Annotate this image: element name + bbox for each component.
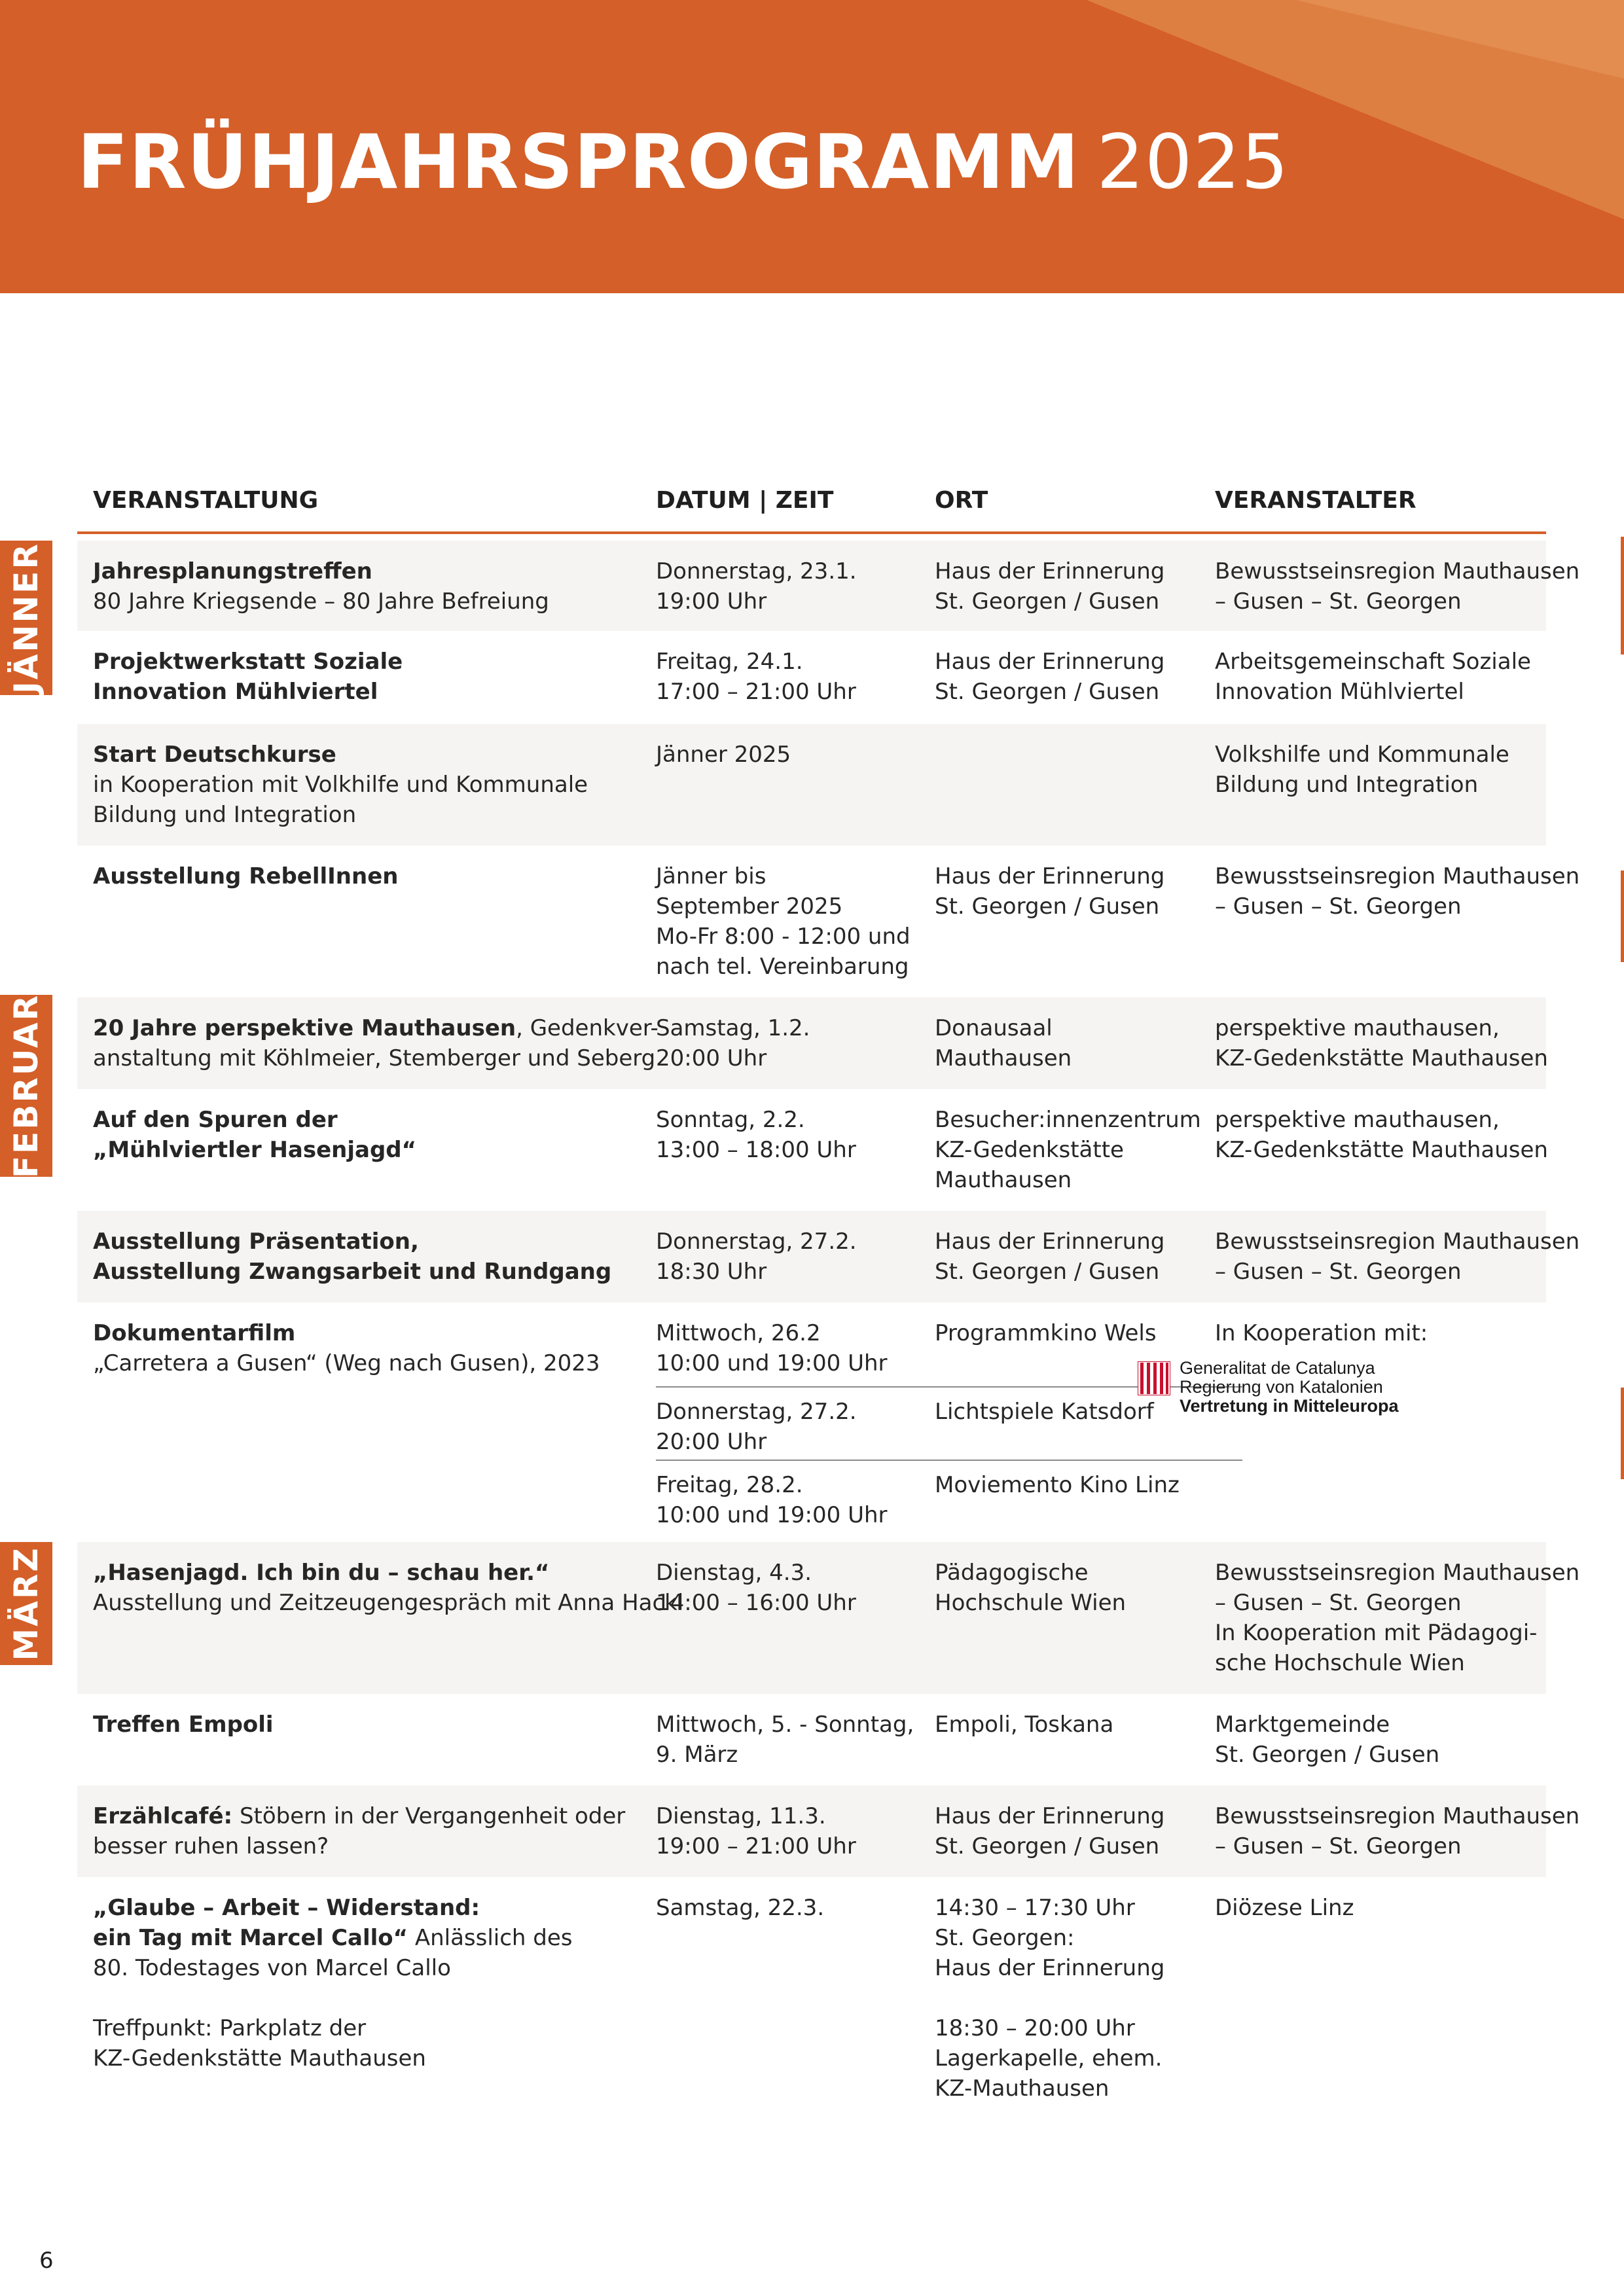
organizer-line: – Gusen – St. Georgen xyxy=(1215,1590,1462,1616)
event-title: „Hasenjagd. Ich bin du – schau her.“ xyxy=(93,1560,550,1586)
event-description: Ausstellung und Zeitzeugengespräch mit Anna Hackl xyxy=(93,1590,684,1616)
event-title: Jahresplanungstreffen xyxy=(93,558,372,584)
month-tab-maerz xyxy=(0,1542,52,1665)
place-cell xyxy=(935,861,1164,922)
table-row xyxy=(77,846,1580,997)
event-description: Bildung und Integration xyxy=(93,802,357,828)
place-line: St. Georgen / Gusen xyxy=(935,588,1160,615)
month-tab-jaenner xyxy=(0,541,52,695)
date-cell xyxy=(656,556,857,617)
event-title: „Glaube – Arbeit – Widerstand: xyxy=(93,1895,480,1921)
event-description: anstaltung mit Köhlmeier, Stemberger und Seberg xyxy=(93,1045,656,1071)
table-row xyxy=(77,1785,1580,1877)
date-line: Samstag, 1.2. xyxy=(656,1015,810,1041)
time-line: 10:00 und 19:00 Uhr xyxy=(656,1502,888,1528)
place-line: KZ-Gedenkstätte xyxy=(935,1137,1124,1163)
place-cell xyxy=(935,556,1164,617)
event-description: Stöbern in der Vergangenheit oder xyxy=(232,1803,626,1829)
place-cell xyxy=(935,1105,1201,1195)
date-line: Jänner 2025 xyxy=(656,742,791,768)
event-cell xyxy=(93,1013,659,1073)
place-line: Empoli, Toskana xyxy=(935,1712,1114,1738)
organizer-line: perspektive mauthausen, xyxy=(1215,1107,1500,1133)
organizer-line: Bildung und Integration xyxy=(1215,772,1479,798)
organizer-line: Innovation Mühlviertel xyxy=(1215,679,1464,705)
organizer-line: Bewusstseinsregion Mauthausen xyxy=(1215,863,1580,889)
organizer-cell xyxy=(1215,556,1579,617)
event-title: 20 Jahre perspektive Mauthausen xyxy=(93,1015,516,1041)
date-line: Mittwoch, 26.2 xyxy=(656,1320,821,1346)
organizer-cell xyxy=(1215,1013,1548,1073)
column-header-organizer: VERANSTALTER xyxy=(1215,487,1416,514)
event-description: Anlässlich des xyxy=(408,1925,573,1951)
place-line: Haus der Erinnerung xyxy=(935,1803,1165,1829)
event-title: ein Tag mit Marcel Callo“ xyxy=(93,1925,408,1951)
organizer-line: sche Hochschule Wien xyxy=(1215,1650,1465,1676)
month-label: JÄNNER xyxy=(7,542,45,694)
organizer-cell xyxy=(1215,1893,1354,1923)
edge-tab xyxy=(1621,870,1624,962)
organizer-line: perspektive mauthausen, xyxy=(1215,1015,1500,1041)
meeting-point: Treffpunkt: Parkplatz der xyxy=(93,2015,367,2041)
event-title: Projektwerkstatt Soziale xyxy=(93,649,403,675)
place-line: Haus der Erinnerung xyxy=(935,863,1165,889)
time-line: 14:30 – 17:30 Uhr xyxy=(935,1895,1135,1921)
page-title-main: FRÜHJAHRSPROGRAMM xyxy=(77,118,1080,206)
date-line: Freitag, 28.2. xyxy=(656,1472,803,1498)
date-line: Donnerstag, 23.1. xyxy=(656,558,857,584)
organizer-line: Bewusstseinsregion Mauthausen xyxy=(1215,1803,1580,1829)
place-cell xyxy=(935,1227,1164,1287)
organizer-cell xyxy=(1215,1558,1579,1678)
place-line: Programmkino Wels xyxy=(935,1320,1157,1346)
time-line: nach tel. Vereinbarung xyxy=(656,954,909,980)
page-title xyxy=(77,117,1289,208)
place-line: Haus der Erinnerung xyxy=(935,649,1165,675)
edge-tab xyxy=(1621,537,1624,655)
table-row xyxy=(77,997,1546,1089)
date-cell xyxy=(656,740,791,770)
event-cell xyxy=(93,1893,573,2073)
event-title: Start Deutschkurse xyxy=(93,742,336,768)
place-line: Pädagogische xyxy=(935,1560,1089,1586)
organizer-cell xyxy=(1215,1801,1579,1861)
place-line: Haus der Erinnerung xyxy=(935,558,1165,584)
table-row xyxy=(77,631,1546,724)
date-line: 9. März xyxy=(656,1742,738,1768)
organizer-line: – Gusen – St. Georgen xyxy=(1215,1259,1462,1285)
place-cell xyxy=(935,1558,1126,1618)
generalitat-logo xyxy=(1138,1359,1413,1422)
place-line: St. Georgen / Gusen xyxy=(935,893,1160,920)
event-title: Ausstellung RebellInnen xyxy=(93,863,399,889)
organizer-cell xyxy=(1215,740,1509,800)
organizer-cell xyxy=(1215,1105,1548,1165)
organizer-line: KZ-Gedenkstätte Mauthausen xyxy=(1215,1137,1548,1163)
month-label: MÄRZ xyxy=(7,1546,45,1661)
event-cell xyxy=(93,647,403,707)
table-header xyxy=(77,482,1546,534)
organizer-line: St. Georgen / Gusen xyxy=(1215,1742,1440,1768)
place-line: Besucher:innenzentrum xyxy=(935,1107,1201,1133)
time-line: 17:00 – 21:00 Uhr xyxy=(656,679,856,705)
event-cell xyxy=(93,861,398,891)
organizer-line: Diözese Linz xyxy=(1215,1895,1354,1921)
table-row xyxy=(77,1542,1580,1694)
event-title: Treffen Empoli xyxy=(93,1712,274,1738)
place-line: Mauthausen xyxy=(935,1045,1072,1071)
organizer-line: Bewusstseinsregion Mauthausen xyxy=(1215,558,1580,584)
organizer-line: Bewusstseinsregion Mauthausen xyxy=(1215,1229,1580,1255)
page-number: 6 xyxy=(39,2248,54,2274)
place-line: St. Georgen / Gusen xyxy=(935,1259,1160,1285)
event-cell xyxy=(93,1558,683,1618)
event-description: in Kooperation mit Volkhilfe und Kommunale xyxy=(93,772,588,798)
place-line: St. Georgen / Gusen xyxy=(935,679,1160,705)
place-line: Lichtspiele Katsdorf xyxy=(935,1399,1154,1425)
event-description: 80. Todestages von Marcel Callo xyxy=(93,1955,451,1981)
logo-line: Vertretung in Mitteleuropa xyxy=(1180,1396,1399,1416)
event-description: , Gedenkver- xyxy=(516,1015,659,1041)
date-cell xyxy=(656,1801,856,1861)
event-title: Ausstellung Präsentation, xyxy=(93,1229,419,1255)
organizer-cell xyxy=(1215,647,1531,707)
table-row xyxy=(77,541,1580,631)
table-row xyxy=(77,1089,1546,1211)
date-cell xyxy=(656,647,856,707)
month-tab-februar xyxy=(0,995,52,1177)
date-cell xyxy=(656,861,911,982)
place-line: Donausaal xyxy=(935,1015,1053,1041)
event-title: Ausstellung Zwangsarbeit und Rundgang xyxy=(93,1259,612,1285)
event-cell xyxy=(93,1105,416,1165)
time-line: Mo-Fr 8:00 - 12:00 und xyxy=(656,924,911,950)
date-line: Dienstag, 4.3. xyxy=(656,1560,812,1586)
date-line: Samstag, 22.3. xyxy=(656,1895,825,1921)
header-banner xyxy=(0,0,1624,293)
organizer-line: – Gusen – St. Georgen xyxy=(1215,1833,1462,1859)
event-title: „Mühlviertler Hasenjagd“ xyxy=(93,1137,416,1163)
event-cell xyxy=(93,1227,611,1287)
event-title: Auf den Spuren der xyxy=(93,1107,338,1133)
organizer-line: Arbeitsgemeinschaft Soziale xyxy=(1215,649,1531,675)
date-cell xyxy=(656,1558,856,1618)
date-cell xyxy=(656,1105,856,1165)
date-line: Donnerstag, 27.2. xyxy=(656,1399,857,1425)
event-cell xyxy=(93,1318,600,1378)
organizer-cell xyxy=(1215,861,1579,922)
organizer-line: – Gusen – St. Georgen xyxy=(1215,893,1462,920)
time-line: 19:00 Uhr xyxy=(656,588,767,615)
date-line: September 2025 xyxy=(656,893,843,920)
date-cell xyxy=(656,1397,857,1457)
place-cell xyxy=(935,1801,1164,1861)
meeting-point: KZ-Gedenkstätte Mauthausen xyxy=(93,2045,426,2072)
table-row xyxy=(77,1877,1546,2119)
organizer-line: KZ-Gedenkstätte Mauthausen xyxy=(1215,1045,1548,1071)
date-cell xyxy=(656,1227,857,1287)
organizer-line: – Gusen – St. Georgen xyxy=(1215,588,1462,615)
place-line: Moviemento Kino Linz xyxy=(935,1472,1180,1498)
event-title: Innovation Mühlviertel xyxy=(93,679,378,705)
place-cell xyxy=(935,1893,1164,2104)
place-line: Mauthausen xyxy=(935,1167,1072,1193)
date-cell xyxy=(656,1710,914,1770)
place-line: KZ-Mauthausen xyxy=(935,2075,1110,2102)
event-cell xyxy=(93,740,588,830)
time-line: 20:00 Uhr xyxy=(656,1045,767,1071)
place-cell xyxy=(935,647,1164,707)
date-cell xyxy=(656,1893,824,1923)
date-line: Sonntag, 2.2. xyxy=(656,1107,805,1133)
time-line: 13:00 – 18:00 Uhr xyxy=(656,1137,856,1163)
event-description: besser ruhen lassen? xyxy=(93,1833,329,1859)
logo-line: Regierung von Katalonien xyxy=(1180,1377,1383,1397)
table-row xyxy=(77,1211,1580,1302)
table-row xyxy=(77,1302,1546,1542)
date-line: Donnerstag, 27.2. xyxy=(656,1229,857,1255)
place-line: St. Georgen: xyxy=(935,1925,1075,1951)
catalonia-flag-icon xyxy=(1138,1361,1170,1395)
time-line: 18:30 – 20:00 Uhr xyxy=(935,2015,1135,2041)
date-cell xyxy=(656,1470,887,1530)
logo-line: Generalitat de Catalunya xyxy=(1180,1358,1375,1378)
screening-subrow xyxy=(656,1460,1242,1543)
date-line: Dienstag, 11.3. xyxy=(656,1803,826,1829)
organizer-cell xyxy=(1215,1227,1579,1287)
time-line: 10:00 und 19:00 Uhr xyxy=(656,1350,888,1376)
date-cell xyxy=(656,1013,810,1073)
organizer-line: In Kooperation mit: xyxy=(1215,1320,1428,1346)
event-cell xyxy=(93,1801,625,1861)
event-cell xyxy=(93,1710,274,1740)
date-line: Jänner bis xyxy=(656,863,767,889)
column-header-place: ORT xyxy=(935,487,988,514)
event-cell xyxy=(93,556,549,617)
time-line: 18:30 Uhr xyxy=(656,1259,767,1285)
place-line: Haus der Erinnerung xyxy=(935,1229,1165,1255)
place-line: Lagerkapelle, ehem. xyxy=(935,2045,1163,2072)
time-line: 19:00 – 21:00 Uhr xyxy=(656,1833,856,1859)
organizer-line: Volkshilfe und Kommunale xyxy=(1215,742,1509,768)
table-row xyxy=(77,1694,1546,1785)
event-title: Erzählcafé: xyxy=(93,1803,233,1829)
event-title: Dokumentarfilm xyxy=(93,1320,296,1346)
place-cell xyxy=(935,1397,1154,1427)
place-line: Haus der Erinnerung xyxy=(935,1955,1165,1981)
place-cell xyxy=(935,1470,1180,1500)
place-cell xyxy=(935,1710,1113,1740)
column-header-event: VERANSTALTUNG xyxy=(93,487,319,514)
date-cell xyxy=(656,1318,887,1378)
organizer-cell xyxy=(1215,1710,1439,1770)
event-description: „Carretera a Gusen“ (Weg nach Gusen), 2023 xyxy=(93,1350,600,1376)
place-line: St. Georgen / Gusen xyxy=(935,1833,1160,1859)
event-description: 80 Jahre Kriegsende – 80 Jahre Befreiung xyxy=(93,588,549,615)
month-label: FEBRUAR xyxy=(7,993,45,1179)
edge-tab xyxy=(1621,1388,1624,1479)
organizer-line: Marktgemeinde xyxy=(1215,1712,1390,1738)
place-cell xyxy=(935,1318,1157,1348)
organizer-line: Bewusstseinsregion Mauthausen xyxy=(1215,1560,1580,1586)
time-line: 20:00 Uhr xyxy=(656,1429,767,1455)
organizer-cell xyxy=(1215,1318,1428,1348)
place-cell xyxy=(935,1013,1072,1073)
organizer-line: In Kooperation mit Pädagogi- xyxy=(1215,1620,1538,1646)
date-line: Mittwoch, 5. - Sonntag, xyxy=(656,1712,914,1738)
time-line: 14:00 – 16:00 Uhr xyxy=(656,1590,856,1616)
table-row xyxy=(77,724,1546,846)
place-line: Hochschule Wien xyxy=(935,1590,1127,1616)
page-title-year: 2025 xyxy=(1096,118,1290,206)
date-line: Freitag, 24.1. xyxy=(656,649,803,675)
column-header-date: DATUM | ZEIT xyxy=(656,487,834,514)
